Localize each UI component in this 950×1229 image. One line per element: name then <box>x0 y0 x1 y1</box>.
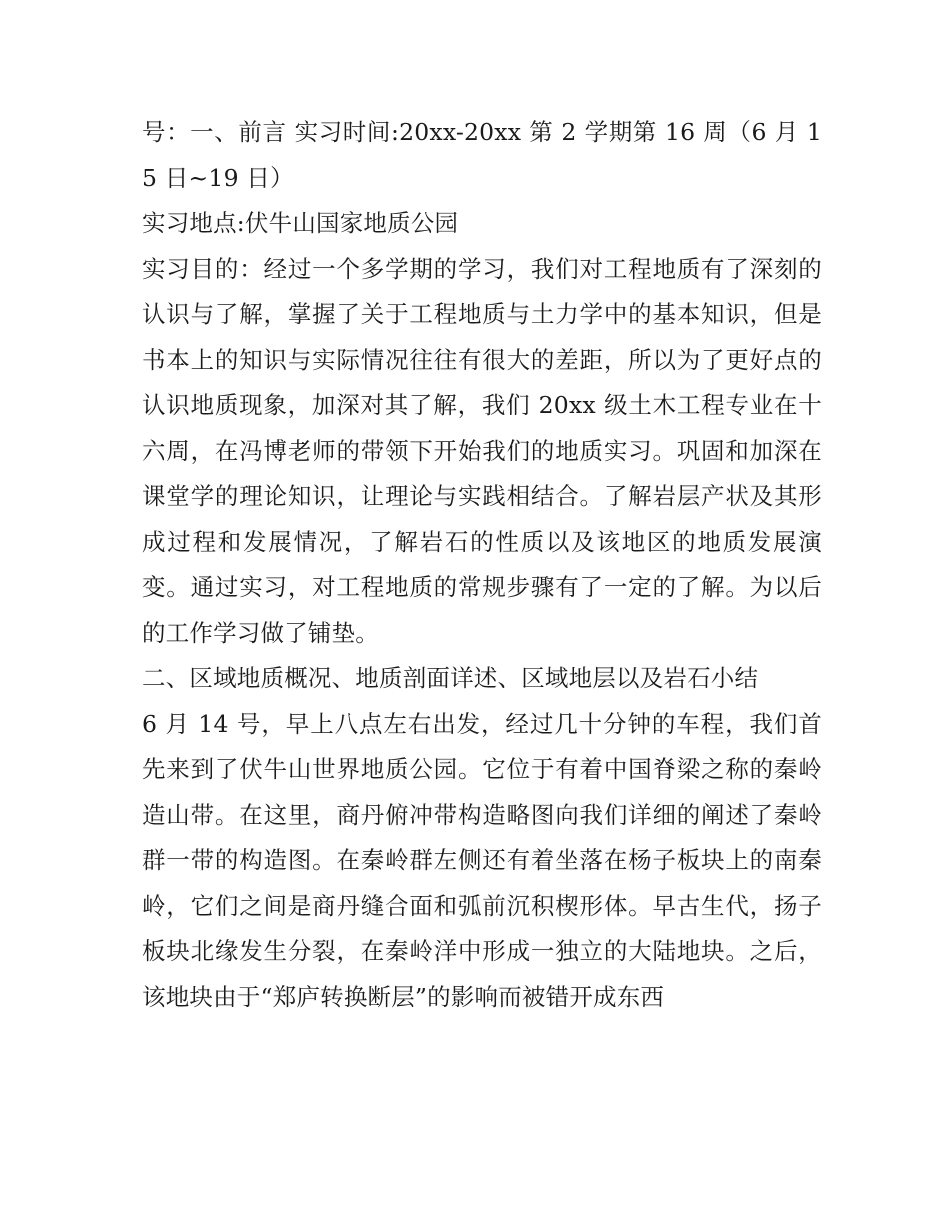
document-body <box>142 110 822 1020</box>
paragraph-intro-time: 号：一、前言 实习时间:20xx-20xx 第 2 学期第 16 周（6 月 15 日~19 日） <box>142 118 822 192</box>
paragraph-location: 实习地点:伏牛山国家地质公园 <box>142 209 459 237</box>
paragraph-purpose: 实习目的：经过一个多学期的学习，我们对工程地质有了深刻的认识与了解，掌握了关于工程地质与土力学中的基本知识，但是书本上的知识与实际情况往往有很大的差距，所以为了更好点的认识地质现象，加深对其了解，我们 20xx 级土木工程专业在十六周，在冯博老师的带领下开始我们的地质实习。巩固和加深在课堂学的理论知识，让理论与实践相结合。了解岩层产状及其形成过程和发展情况，了解岩石的性质以及该地区的地质发展演变。通过实习，对工程地质的常规步骤有了一定的了解。为以后的工作学习做了铺垫。 <box>142 254 822 647</box>
paragraph-field-day: 6 月 14 号，早上八点左右出发，经过几十分钟的车程，我们首先来到了伏牛山世界地质公园。它位于有着中国脊梁之称的秦岭造山带。在这里，商丹俯冲带构造略图向我们详细的阐述了秦岭群一带的构造图。在秦岭群左侧还有着坐落在杨子板块上的南秦岭，它们之间是商丹缝合面和弧前沉积楔形体。早古生代，扬子板块北缘发生分裂，在秦岭洋中形成一独立的大陆地块。之后，该地块由于“郑庐转换断层”的影响而被错开成东西 <box>142 709 822 1011</box>
section-heading-geology: 二、区域地质概况、地质剖面详述、区域地层以及岩石小结 <box>142 664 759 692</box>
